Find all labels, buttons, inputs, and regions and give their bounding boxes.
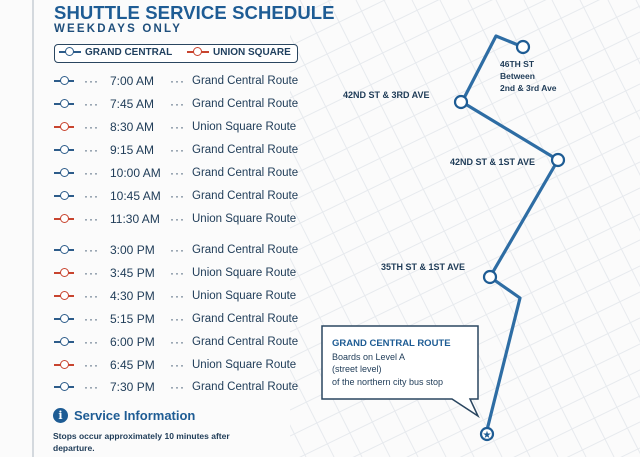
legend-union-square[interactable] [187,46,291,58]
stop-marker-46th[interactable] [517,41,529,53]
departure-time: 3:00 PM [110,243,155,257]
route-name: Grand Central Route [192,336,299,348]
schedule-row [54,311,304,327]
grand-central-line-icon [54,167,74,179]
leader-dots: ··· [84,312,99,326]
leader-dots: ··· [170,97,185,111]
leader-dots: ··· [84,212,99,226]
leader-dots: ··· [84,97,99,111]
leader-dots: ··· [84,243,99,257]
leader-dots: ··· [84,189,99,203]
route-name: Grand Central Route [192,167,299,179]
stop-marker-42nd-1st[interactable] [552,154,564,166]
grand-central-line-icon [54,144,74,156]
route-name: Union Square Route [192,267,297,279]
route-name: Grand Central Route [192,313,299,325]
leader-dots: ··· [84,266,99,280]
leader-dots: ··· [170,312,185,326]
departure-time: 4:30 PM [110,289,155,303]
grand-central-line-icon [54,190,74,202]
schedule-row [54,142,304,158]
leader-dots: ··· [170,120,185,134]
callout-line2: (street level) [332,364,382,374]
leader-dots: ··· [84,74,99,88]
schedule-row [54,288,304,304]
route-legend [54,44,298,63]
route-name: Grand Central Route [192,190,299,202]
departure-time: 3:45 PM [110,266,155,280]
departure-time: 5:15 PM [110,312,155,326]
leader-dots: ··· [170,143,185,157]
route-name: Grand Central Route [192,144,299,156]
page-subtitle: WEEKDAYS ONLY [54,23,183,35]
grand-central-line-icon [54,75,74,87]
departure-time: 10:00 AM [110,166,161,180]
departure-time: 6:45 PM [110,358,155,372]
schedule-row [54,211,304,227]
grand-central-line-icon [54,313,74,325]
stop-label-35th-1st: 35TH ST & 1ST AVE [381,262,466,272]
departure-time: 7:30 PM [110,380,155,394]
stop-label-46th-detail2: 2nd & 3rd Ave [500,83,557,93]
union-square-line-icon [54,267,74,279]
route-name: Grand Central Route [192,381,299,393]
page-border [32,0,34,457]
departure-time: 8:30 AM [110,120,155,134]
union-square-line-icon [54,359,74,371]
leader-dots: ··· [170,166,185,180]
page-title: SHUTTLE SERVICE SCHEDULE [54,2,335,23]
stop-marker-42nd-3rd[interactable] [455,96,467,108]
leader-dots: ··· [170,74,185,88]
legend-grand-central[interactable] [59,46,172,58]
grand-central-line-icon [54,336,74,348]
info-icon[interactable]: i [53,408,68,423]
departure-time: 6:00 PM [110,335,155,349]
leader-dots: ··· [84,120,99,134]
schedule-row [54,357,304,373]
stop-label-46th: 46TH ST [500,59,535,69]
departure-time: 7:00 AM [110,74,155,88]
leader-dots: ··· [170,189,185,203]
legend-union-square-label: UNION SQUARE [213,46,291,58]
route-name: Union Square Route [192,359,297,371]
legend-grand-central-label: GRAND CENTRAL [85,46,173,58]
leader-dots: ··· [170,358,185,372]
leader-dots: ··· [84,143,99,157]
union-square-line-icon [187,46,209,58]
leader-dots: ··· [170,243,185,257]
schedule-row [54,165,304,181]
grand-central-line-icon [54,244,74,256]
service-info-header [53,408,195,423]
stop-label-46th-detail1: Between [500,71,535,81]
grand-central-line-icon [54,381,74,393]
route-name: Grand Central Route [192,98,299,110]
leader-dots: ··· [170,212,185,226]
schedule-row [54,242,304,258]
callout-title: GRAND CENTRAL ROUTE [332,338,451,349]
union-square-line-icon [54,290,74,302]
schedule-row [54,188,304,204]
union-square-line-icon [54,213,74,225]
schedule-row [54,73,304,89]
leader-dots: ··· [84,380,99,394]
schedule-row [54,119,304,135]
service-info-text: Stops occur approximately 10 minutes after departure. [53,431,230,453]
leader-dots: ··· [84,358,99,372]
schedule-row [54,265,304,281]
leader-dots: ··· [84,335,99,349]
union-square-line-icon [54,121,74,133]
leader-dots: ··· [170,289,185,303]
stop-label-42nd-1st: 42ND ST & 1ST AVE [450,157,536,167]
grand-central-line-icon [54,98,74,110]
service-info-title: Service Information [74,408,196,423]
stop-label-42nd-3rd: 42ND ST & 3RD AVE [343,90,430,100]
departure-time: 7:45 AM [110,97,155,111]
route-name: Union Square Route [192,290,297,302]
leader-dots: ··· [170,335,185,349]
callout-line3: of the northern city bus stop [332,377,444,387]
leader-dots: ··· [84,289,99,303]
leader-dots: ··· [84,166,99,180]
star-icon: ★ [482,430,492,441]
route-name: Union Square Route [192,213,297,225]
schedule-row [54,379,304,395]
route-name: Grand Central Route [192,75,299,87]
stop-marker-35th-1st[interactable] [484,271,496,283]
route-name: Grand Central Route [192,244,299,256]
route-name: Union Square Route [192,121,297,133]
schedule-row [54,334,304,350]
departure-time: 11:30 AM [110,212,160,226]
grand-central-line-icon [59,46,81,58]
callout-line1: Boards on Level A [332,352,406,362]
leader-dots: ··· [170,380,185,394]
departure-time: 9:15 AM [110,143,155,157]
schedule-row [54,96,304,112]
departure-time: 10:45 AM [110,189,161,203]
leader-dots: ··· [170,266,185,280]
route-map [290,0,640,457]
